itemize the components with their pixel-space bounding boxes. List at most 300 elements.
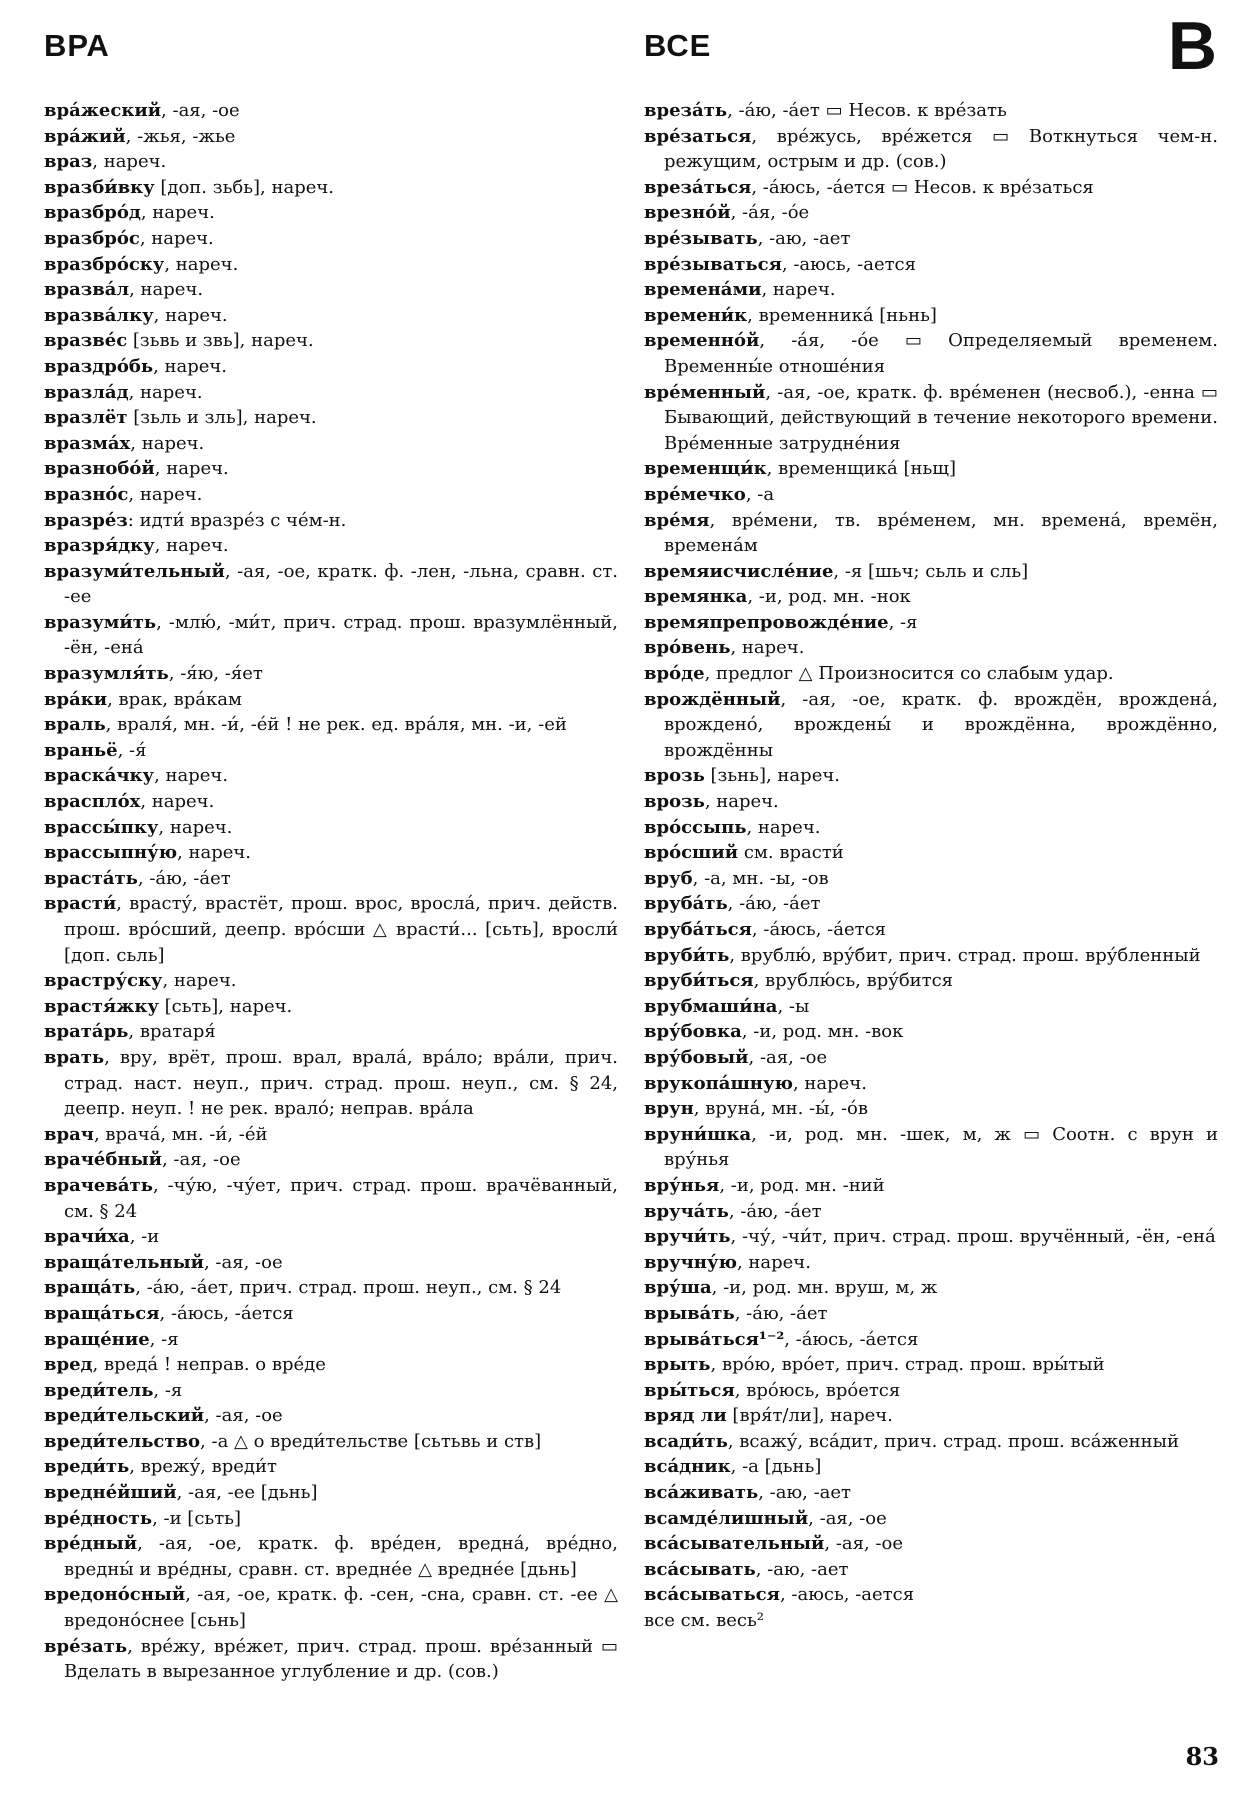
dictionary-entry (44, 840, 618, 866)
entry-headword: вре́менный (644, 381, 766, 403)
entry-headword: времяпрепровожде́ние (644, 611, 889, 633)
dictionary-entry (44, 380, 618, 406)
dictionary-entry (44, 1173, 618, 1224)
entry-grammar: , временника́ [ньнь] (747, 304, 937, 326)
dictionary-entry (44, 200, 618, 226)
entry-headword: вреди́ть (44, 1456, 130, 1478)
entry-grammar: , врублю́, вру́бит, прич. страд. прош. вру́бленный (729, 944, 1201, 966)
entry-grammar: , -ая, -ое (824, 1533, 904, 1555)
entry-headword: вразря́дку (44, 535, 155, 557)
entry-grammar: , -чу́ю, -чу́ет, прич. страд. прош. врачёванный, см. § 24 (64, 1174, 618, 1222)
entry-grammar: , -и, род. мн. вруш, м, ж (711, 1277, 938, 1299)
right-column (644, 98, 1218, 1634)
entry-grammar: , -ая, -ое (161, 1149, 241, 1171)
dictionary-entry (644, 1071, 1218, 1097)
entry-grammar: , вратаря́ (128, 1021, 216, 1043)
entry-headword: враль (44, 714, 106, 736)
entry-headword: вры́ться (644, 1379, 735, 1401)
entry-grammar: , -а́ю, -а́ет (727, 893, 821, 915)
right-guide-word: ВСЕ (644, 28, 712, 63)
page-number: 83 (1185, 1742, 1219, 1771)
entry-headword: времени́к (644, 304, 748, 326)
entry-headword: враньё (44, 739, 118, 761)
entry-headword: всамде́лишный (644, 1507, 809, 1529)
entry-grammar: , -ая, -ее [дьнь] (176, 1482, 318, 1504)
dictionary-entry (44, 354, 618, 380)
entry-grammar: , -ая, -ое, кратк. ф. вре́ден, вредна́, вре́дно, вредны́ и вре́дны, сравн. ст. вредне́е △ вредне́е [дьнь] (64, 1533, 618, 1580)
dictionary-entry (44, 124, 618, 150)
dictionary-entry (644, 1403, 1218, 1429)
entry-headword: врачи́ха (44, 1226, 130, 1248)
entry-headword: вро́вень (644, 637, 731, 659)
entry-headword: вразбро́с (44, 227, 140, 249)
entry-headword: вреди́тельский (44, 1405, 205, 1427)
entry-headword: вразва́лку (44, 304, 154, 326)
dictionary-entry (44, 1480, 618, 1506)
entry-headword: временщи́к (644, 458, 767, 480)
dictionary-entry (644, 277, 1218, 303)
entry-grammar: , -а́юсь, -а́ется (784, 1328, 919, 1350)
entry-headword: всади́ть (644, 1430, 728, 1452)
entry-headword: враздро́бь (44, 355, 154, 377)
entry-headword: врождённый (644, 688, 781, 710)
entry-grammar: , нареч. (128, 381, 203, 403)
entry-headword: вру́бовка (644, 1021, 742, 1043)
entry-headword: вра́ки (44, 688, 108, 710)
entry-headword: вро́сший (644, 842, 739, 864)
entry-grammar: , вро́ю, вро́ет, прич. страд. прош. вры́тый (710, 1354, 1105, 1376)
dictionary-entry (644, 1531, 1218, 1557)
entry-grammar: , временщика́ [ньщ] (766, 458, 957, 480)
entry-headword: враща́тельный (44, 1251, 204, 1273)
entry-headword: вразуми́тельный (44, 560, 225, 582)
entry-headword: вразуми́ть (44, 611, 157, 633)
entry-grammar: , вре́мени, тв. вре́менем, мн. времена́, времён, времена́м (664, 509, 1218, 557)
dictionary-entry (644, 175, 1218, 201)
dictionary-entry (644, 1352, 1218, 1378)
entry-grammar: , всажу́, вса́дит, прич. страд. прош. вса́женный (727, 1430, 1179, 1452)
entry-grammar: , -ая, -ое (203, 1251, 283, 1273)
dictionary-entry (644, 687, 1218, 764)
dictionary-entry (644, 303, 1218, 329)
entry-grammar: , -ая, -ое, кратк. ф. -лен, -льна, сравн. ст. -ее (64, 560, 618, 608)
entry-headword: врасти́ (44, 893, 117, 915)
dictionary-entry (644, 584, 1218, 610)
entry-grammar: , -и, род. мн. -шек, м, ж ▭ Соотн. с врун и вру́нья (664, 1123, 1218, 1171)
entry-headword: вреди́тельство (44, 1430, 201, 1452)
entry-grammar: , нареч. (154, 458, 229, 480)
entry-headword: враз (44, 151, 93, 173)
entry-headword: вро́де (644, 663, 705, 685)
entry-headword: враща́ться (44, 1302, 160, 1324)
dictionary-entry (44, 277, 618, 303)
dictionary-entry (44, 1122, 618, 1148)
entry-grammar: , -аю, -ает (758, 1482, 851, 1504)
dictionary-entry (44, 1045, 618, 1122)
entry-headword: времяисчисле́ние (644, 560, 834, 582)
entry-grammar: , нареч. (162, 970, 237, 992)
entry-headword: вредне́йший (44, 1482, 177, 1504)
entry-headword: вразре́з (44, 509, 128, 531)
dictionary-entry (44, 1378, 618, 1404)
dictionary-entry (44, 1327, 618, 1353)
entry-headword: врасплóх (44, 791, 141, 813)
entry-grammar: , -а́юсь, -а́ется (751, 919, 887, 940)
dictionary-entry (644, 891, 1218, 917)
entry-grammar: , нареч. (130, 432, 205, 454)
entry-headword: вразла́д (44, 381, 129, 403)
dictionary-entry (44, 149, 618, 175)
dictionary-entry (644, 635, 1218, 661)
entry-headword: вруча́ть (644, 1200, 729, 1222)
dictionary-entry (644, 763, 1218, 789)
dictionary-entry (44, 533, 618, 559)
entry-grammar: , -и, род. мн. -нок (747, 586, 911, 608)
entry-grammar: , -ая, -ое (808, 1507, 887, 1529)
entry-grammar: , -а, мн. -ы, -ов (692, 867, 829, 889)
dictionary-entry (644, 482, 1218, 508)
dictionary-entry (44, 175, 618, 201)
entry-headword: враще́ние (44, 1328, 150, 1350)
entry-grammar: , врублю́сь, вру́бится (753, 970, 954, 992)
entry-headword: вре́зываться (644, 253, 782, 275)
entry-grammar: , -ая, -ое, кратк. ф. врождён, врождена́, врождено́, врождены́ и врождённа, врождённо, врождённы (664, 688, 1218, 761)
dictionary-entry (44, 456, 618, 482)
entry-grammar: , -а́ю, -а́ет, прич. страд. прош. неуп., см. § 24 (135, 1277, 562, 1299)
dictionary-entry (644, 943, 1218, 969)
entry-headword: врассыпну́ю (44, 842, 178, 864)
entry-headword: врун (644, 1098, 694, 1120)
entry-headword: вра́жеский (44, 100, 162, 121)
dictionary-entry (44, 1352, 618, 1378)
entry-headword: врассы́пку (44, 816, 159, 838)
dictionary-entry (644, 1582, 1218, 1608)
entry-headword: временно́й (644, 330, 760, 352)
entry-grammar: , враля́, мн. -и́, -е́й ! не рек. ед. вра́ля, мн. -и, -ей (105, 714, 567, 736)
entry-headword: вре́зать (44, 1635, 128, 1657)
dictionary-entry (644, 1378, 1218, 1404)
dictionary-entry (644, 456, 1218, 482)
dictionary-entry (44, 405, 618, 431)
dictionary-entry (644, 917, 1218, 943)
entry-grammar: , -млю́, -ми́т, прич. страд. прош. вразумлённый, -ён, -ена́ (64, 611, 618, 659)
entry-headword: вру́ша (644, 1277, 712, 1299)
entry-grammar: , -ая, -ое (748, 1046, 828, 1068)
entry-grammar: , -жья, -жье (125, 125, 236, 147)
entry-grammar: , -я (153, 1379, 183, 1401)
entry-grammar: [зьвь и звь], нареч. (127, 330, 314, 352)
entry-headword: вса́сываться (644, 1584, 780, 1606)
entry-headword: вру́нья (644, 1174, 720, 1196)
entry-headword: врата́рь (44, 1021, 129, 1043)
entry-grammar: , предлог △ Произносится со слабым удар. (704, 663, 1114, 685)
dictionary-entry (44, 1250, 618, 1276)
entry-headword: вразбро́д (44, 202, 141, 224)
entry-headword: врукопа́шную (644, 1072, 793, 1094)
entry-grammar: , нареч. (140, 791, 215, 813)
entry-headword: вруби́ться (644, 970, 754, 992)
entry-grammar: [зьнь], нареч. (704, 765, 840, 787)
entry-headword: вре́дность (44, 1507, 153, 1529)
dictionary-entry (44, 891, 618, 968)
entry-grammar: все см. весь² (644, 1610, 764, 1632)
entry-headword: вса́сывательный (644, 1533, 825, 1555)
entry-grammar: , нареч. (153, 304, 228, 326)
entry-headword: вразва́л (44, 279, 130, 301)
entry-headword: врастру́ску (44, 970, 163, 992)
entry-grammar: , нареч. (158, 816, 233, 838)
dictionary-entry (44, 687, 618, 713)
entry-headword: вручну́ю (644, 1251, 737, 1273)
entry-headword: врубмаши́на (644, 995, 778, 1017)
entry-grammar: [сьть], нареч. (158, 995, 293, 1017)
entry-grammar: [вря́т/ли], нареч. (726, 1405, 893, 1427)
entry-grammar: , -ая, -ое (204, 1405, 283, 1427)
dictionary-entry (644, 1327, 1218, 1353)
entry-headword: враста́ть (44, 867, 138, 889)
entry-headword: вреза́ть (644, 100, 728, 121)
entry-headword: вразма́х (44, 432, 131, 454)
dictionary-entry (44, 738, 618, 764)
dictionary-entry (644, 994, 1218, 1020)
entry-headword: времена́ми (644, 279, 762, 301)
entry-headword: врыва́ться¹⁻² (644, 1328, 785, 1350)
dictionary-entry (44, 328, 618, 354)
dictionary-entry (44, 559, 618, 610)
entry-headword: вреди́тель (44, 1379, 154, 1401)
entry-grammar: , врача́, мн. -и́, -е́й (93, 1123, 268, 1145)
entry-grammar: , нареч. (92, 151, 167, 173)
dictionary-entry (44, 763, 618, 789)
entry-headword: вруб (644, 867, 693, 889)
entry-grammar: , нареч. (792, 1072, 867, 1094)
dictionary-entry (44, 1224, 618, 1250)
dictionary-entry (44, 661, 618, 687)
entry-headword: врозь (644, 791, 705, 813)
dictionary-entry (644, 1557, 1218, 1583)
entry-headword: вса́дник (644, 1456, 731, 1478)
entry-headword: вразно́с (44, 483, 129, 505)
entry-grammar: , -а́я, -о́е ▭ Определяемый временем. Временны́е отноше́ния (664, 330, 1218, 377)
dictionary-entry (44, 815, 618, 841)
dictionary-entry (44, 508, 618, 534)
entry-headword: вразлёт (44, 407, 128, 429)
dictionary-entry (644, 661, 1218, 687)
entry-grammar: , -а (745, 483, 775, 505)
entry-grammar: , врежу́, вреди́т (129, 1456, 277, 1478)
dictionary-entry (44, 968, 618, 994)
dictionary-entry (44, 1403, 618, 1429)
dictionary-entry (644, 508, 1218, 559)
entry-headword: вразнобо́й (44, 458, 155, 480)
entry-headword: вруни́шка (644, 1123, 752, 1145)
dictionary-entry (644, 1454, 1218, 1480)
entry-headword: вряд ли (644, 1405, 727, 1427)
dictionary-entry (644, 1019, 1218, 1045)
entry-grammar: , -аюсь, -ается (781, 253, 916, 275)
dictionary-entry (44, 994, 618, 1020)
dictionary-entry (44, 98, 618, 124)
entry-grammar: , -а́юсь, -а́ется ▭ Несов. к вре́заться (751, 176, 1094, 198)
dictionary-entry (44, 789, 618, 815)
entry-headword: вручи́ть (644, 1226, 731, 1248)
entry-grammar: см. врасти́ (738, 842, 844, 864)
entry-grammar: : идти́ вразре́з с че́м-н. (127, 509, 347, 531)
entry-grammar: , -а́ю, -а́ет ▭ Несов. к вре́зать (727, 100, 1007, 121)
dictionary-entry (44, 712, 618, 738)
entry-headword: врыть (644, 1354, 711, 1376)
entry-grammar: , -чу́, -чи́т, прич. страд. прош. вручённый, -ён, -ена́ (730, 1226, 1216, 1248)
left-column (44, 98, 618, 1685)
dictionary-entry (44, 1506, 618, 1532)
entry-grammar: , нареч. (177, 842, 252, 864)
entry-headword: вре́мечко (644, 483, 746, 505)
entry-headword: врезно́й (644, 202, 731, 224)
entry-grammar: , -а △ о вреди́тельстве [сьтьвь и ств] (200, 1430, 542, 1452)
dictionary-entry (644, 1480, 1218, 1506)
entry-headword: враче́бный (44, 1149, 162, 1171)
entry-grammar: , -аю, -ает (755, 1558, 849, 1580)
dictionary-entry (44, 1301, 618, 1327)
dictionary-entry (644, 1250, 1218, 1276)
dictionary-entry (44, 1147, 618, 1173)
dictionary-entry (644, 1173, 1218, 1199)
dictionary-entry (44, 610, 618, 661)
entry-headword: вред (44, 1354, 93, 1376)
dictionary-entry (44, 1275, 618, 1301)
entry-grammar: , нареч. (140, 202, 215, 224)
dictionary-entry (644, 98, 1218, 124)
entry-grammar: , нареч. (746, 816, 821, 838)
dictionary-entry (44, 1454, 618, 1480)
entry-headword: вро́ссыпь (644, 816, 747, 838)
entry-grammar: , -аю, -ает (757, 227, 851, 249)
entry-headword: вре́дный (44, 1533, 138, 1555)
dictionary-entry (644, 328, 1218, 379)
dictionary-entry (44, 1019, 618, 1045)
entry-grammar: , вруна́, мн. -ы́, -о́в (693, 1098, 869, 1120)
section-letter: В (1167, 8, 1217, 84)
entry-grammar: , -ы (777, 995, 810, 1017)
entry-grammar: , нареч. (164, 253, 239, 275)
entry-headword: врозь (644, 765, 705, 787)
entry-grammar: , -ая, -ое, кратк. ф. -сен, -сна, сравн. ст. -ее △ вредоно́снее [сьнь] (64, 1584, 618, 1632)
dictionary-entry (644, 1506, 1218, 1532)
dictionary-entry (44, 252, 618, 278)
dictionary-entry (644, 840, 1218, 866)
dictionary-entry (644, 789, 1218, 815)
entry-grammar: , -и [сьть] (152, 1507, 241, 1529)
dictionary-entry (644, 1608, 1218, 1634)
entry-grammar: , врасту́, врастёт, прош. врос, вросла́, прич. действ. прош. вро́сший, деепр. вро́сши △ врасти́... [сьть], вросли́ [доп. сьль] (64, 893, 618, 966)
entry-grammar: , -я (149, 1328, 179, 1350)
entry-headword: вру́бовый (644, 1046, 749, 1068)
entry-grammar: , нареч. (761, 279, 836, 301)
entry-grammar: , -ая, -ое (161, 100, 240, 121)
dictionary-entry (44, 431, 618, 457)
entry-grammar: , нареч. (154, 535, 229, 557)
dictionary-entry (644, 559, 1218, 585)
entry-grammar: , -а [дьнь] (730, 1456, 822, 1478)
entry-headword: вруба́ть (644, 893, 728, 915)
entry-headword: времянка (644, 586, 748, 608)
entry-grammar: , нареч. (153, 355, 228, 377)
entry-headword: вруби́ть (644, 944, 730, 966)
entry-grammar: , врак, вра́кам (107, 688, 243, 710)
entry-grammar: , -и, род. мн. -вок (741, 1021, 904, 1043)
entry-grammar: , нареч. (129, 279, 204, 301)
dictionary-entry (644, 1301, 1218, 1327)
dictionary-entry (644, 1122, 1218, 1173)
entry-headword: вре́мя (644, 509, 710, 531)
entry-headword: вре́заться (644, 125, 752, 147)
entry-grammar: [доп. зьбь], нареч. (154, 176, 334, 198)
entry-headword: вса́живать (644, 1482, 759, 1504)
entry-grammar: , вро́юсь, вро́ется (734, 1379, 901, 1401)
dictionary-entry (644, 124, 1218, 175)
entry-headword: враща́ть (44, 1277, 136, 1299)
entry-headword: враска́чку (44, 765, 155, 787)
dictionary-entry (644, 1045, 1218, 1071)
entry-grammar: , -а́я, -о́е (730, 202, 810, 224)
entry-grammar: , нареч. (154, 765, 229, 787)
dictionary-entry (644, 1224, 1218, 1250)
entry-grammar: , -а́юсь, -а́ется (159, 1302, 294, 1324)
entry-headword: вса́сывать (644, 1558, 756, 1580)
entry-grammar: [зьль и зль], нареч. (127, 407, 317, 429)
entry-headword: вразби́вку (44, 176, 155, 198)
entry-grammar: , -ая, -ое, кратк. ф. вре́менен (несвоб.), -енна ▭ Бывающий, действующий в течение некоторого времени. Вре́менные затрудне́ния (664, 381, 1218, 454)
entry-grammar: , -и, род. мн. -ний (719, 1174, 885, 1196)
dictionary-entry (44, 226, 618, 252)
dictionary-entry (44, 866, 618, 892)
dictionary-entry (644, 380, 1218, 457)
entry-headword: вразве́с (44, 330, 128, 352)
dictionary-entry (644, 1199, 1218, 1225)
entry-headword: вредоно́сный (44, 1584, 186, 1606)
entry-headword: врачева́ть (44, 1174, 153, 1196)
entry-grammar: , нареч. (736, 1251, 811, 1273)
dictionary-entry (644, 226, 1218, 252)
dictionary-entry (44, 482, 618, 508)
dictionary-entry (44, 1531, 618, 1582)
entry-headword: вразбро́ску (44, 253, 165, 275)
entry-headword: вре́зывать (644, 227, 758, 249)
dictionary-entry (44, 1429, 618, 1455)
entry-grammar: , -я (888, 611, 918, 633)
entry-grammar: , нареч. (730, 637, 805, 659)
entry-headword: вразумля́ть (44, 663, 169, 685)
entry-grammar: , вреда́ ! неправ. о вре́де (92, 1354, 326, 1376)
entry-grammar: , -а́ю, -а́ет (734, 1302, 828, 1324)
entry-grammar: , нареч. (128, 483, 203, 505)
dictionary-entry (44, 1634, 618, 1685)
entry-headword: вруба́ться (644, 919, 752, 940)
entry-headword: врыва́ть (644, 1302, 735, 1324)
dictionary-entry (44, 303, 618, 329)
entry-headword: вреза́ться (644, 176, 752, 198)
dictionary-entry (644, 815, 1218, 841)
entry-grammar: , нареч. (704, 791, 779, 813)
dictionary-entry (644, 1096, 1218, 1122)
entry-headword: врать (44, 1046, 105, 1068)
dictionary-entry (644, 1275, 1218, 1301)
entry-grammar: , -я [шьч; сьль и сль] (833, 560, 1029, 582)
dictionary-entry (644, 200, 1218, 226)
entry-grammar: , -я́ (117, 739, 147, 761)
entry-grammar: , -я́ю, -я́ет (168, 663, 263, 685)
entry-grammar: , вру, врёт, прош. врал, врала́, вра́ло; вра́ли, прич. страд. наст. неуп., прич. страд. прош. неуп., см. § 24, деепр. неуп. ! не рек. врало́; неправ. вра́ла (64, 1046, 618, 1120)
